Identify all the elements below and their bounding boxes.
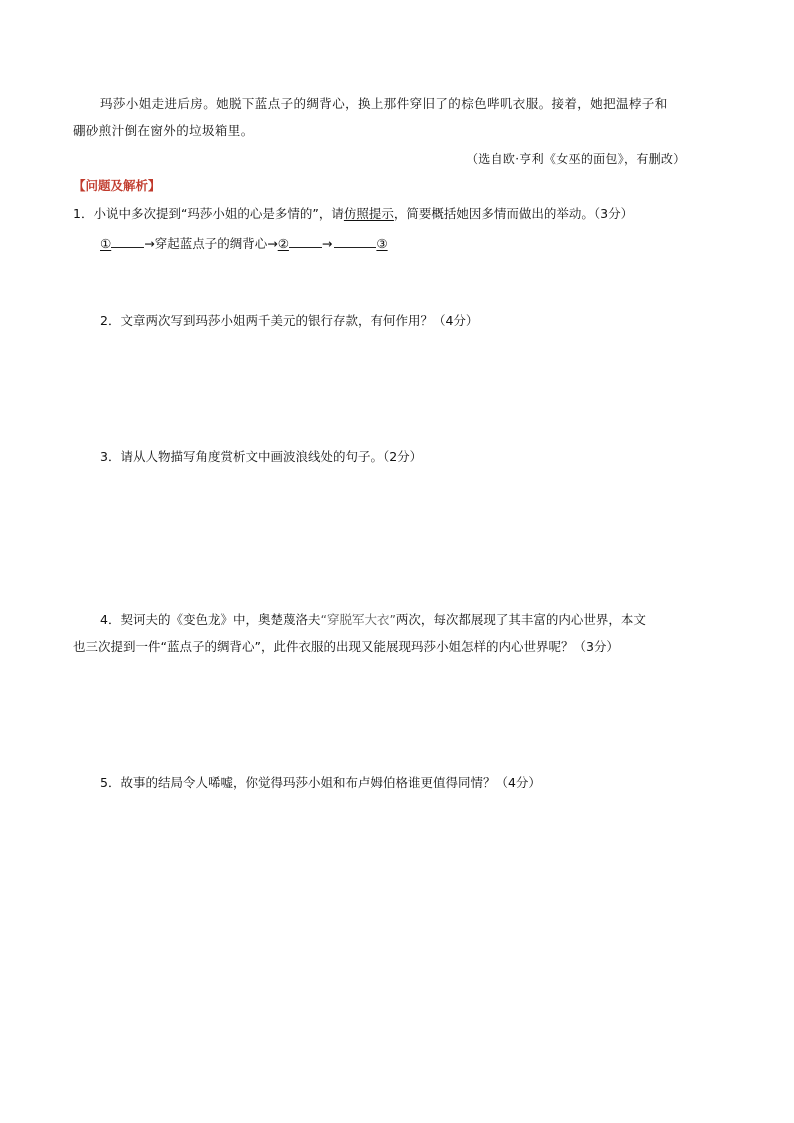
- question-1: [73, 208, 633, 221]
- question-4-quote: “穿脱军大衣”: [320, 612, 396, 627]
- passage-line-1: 玛莎小姐走进后房。她脱下蓝点子的绸背心，换上那件穿旧了的棕色哔叽衣服。接着，她把温桲子和: [100, 96, 668, 111]
- chain-item-3: ③: [376, 236, 388, 251]
- answer-blank-3[interactable]: [334, 235, 376, 248]
- chain-item-1: ①: [100, 236, 112, 251]
- question-1-prefix: 1．小说中多次提到“玛莎小姐的心是多情的”，请: [73, 206, 344, 221]
- section-heading: 【问题及解析】: [73, 178, 161, 193]
- question-2: 2．文章两次写到玛莎小姐两千美元的银行存款，有何作用？（4分）: [100, 313, 479, 328]
- passage-source: （选自欧·亨利《女巫的面包》，有删改）: [466, 152, 686, 166]
- question-4-part-a: 4．契诃夫的《变色龙》中，奥楚蔑洛夫: [100, 612, 321, 627]
- question-1-chain: [100, 235, 388, 251]
- passage-line-2: 硼砂煎汁倒在窗外的垃圾箱里。: [73, 123, 254, 138]
- chain-arrow-3: →: [321, 236, 333, 251]
- answer-blank-1[interactable]: [111, 235, 144, 248]
- chain-arrow-2: →: [267, 236, 278, 251]
- question-1-suffix: ，简要概括她因多情而做出的举动。（3分）: [393, 206, 634, 221]
- question-3: 3．请从人物描写角度赏析文中画波浪线处的句子。（2分）: [100, 449, 423, 464]
- chain-arrow-1: →: [144, 236, 155, 251]
- question-5: 5．故事的结局令人唏嘘，你觉得玛莎小姐和布卢姆伯格谁更值得同情？（4分）: [100, 775, 541, 790]
- question-4-part-b: 两次，每次都展现了其丰富的内心世界，本文: [395, 612, 646, 627]
- question-4-line-1: [100, 614, 646, 627]
- question-1-underlined: 仿照提示: [343, 206, 394, 221]
- question-4-line-2: 也三次提到一件“蓝点子的绸背心”，此件衣服的出现又能展现玛莎小姐怎样的内心世界呢？（3分）: [73, 639, 619, 654]
- answer-blank-2[interactable]: [289, 235, 322, 248]
- chain-item-2: ②: [277, 236, 289, 251]
- chain-given-step: 穿起蓝点子的绸背心: [154, 236, 268, 251]
